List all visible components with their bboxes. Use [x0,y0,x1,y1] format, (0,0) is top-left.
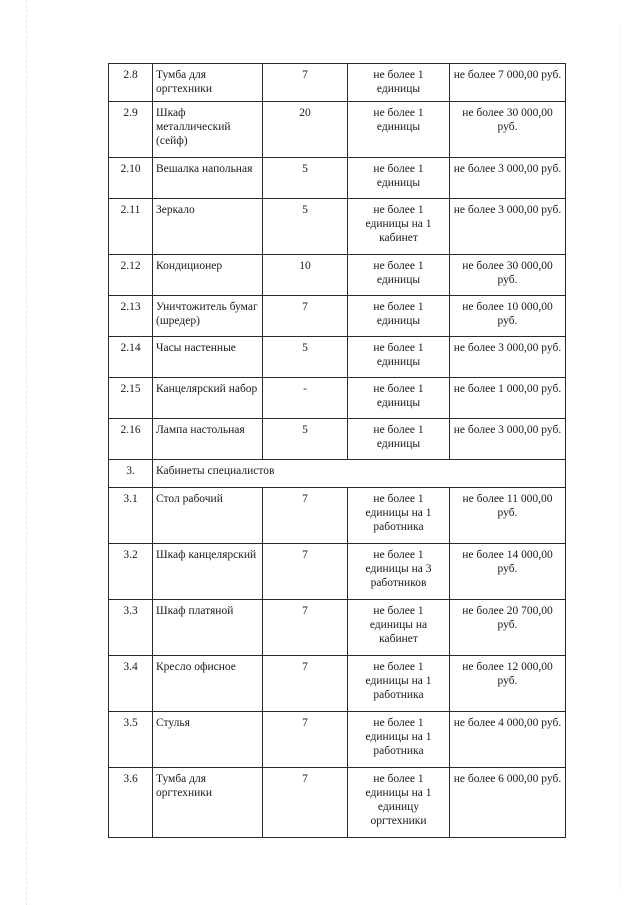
item-price: не более 6 000,00 руб. [450,768,566,838]
scan-artifact-right [620,30,621,890]
item-quantity: 5 [263,337,348,378]
item-quantity: 20 [263,102,348,158]
item-price: не более 1 000,00 руб. [450,378,566,419]
item-price: не более 30 000,00 руб. [450,255,566,296]
row-number: 2.13 [109,296,153,337]
table-row [109,337,566,378]
item-name: Шкаф металлический (сейф) [153,102,263,158]
item-norm: не более 1 единицы на 1 работника [348,712,450,768]
table-row [109,199,566,255]
item-price: не более 7 000,00 руб. [450,64,566,102]
item-price: не более 3 000,00 руб. [450,158,566,199]
item-price: не более 11 000,00 руб. [450,488,566,544]
item-quantity: 7 [263,296,348,337]
table-row [109,488,566,544]
item-norm: не более 1 единицы на 1 единицу оргтехники [348,768,450,838]
item-name: Уничтожитель бумаг (шредер) [153,296,263,337]
item-norm: не более 1 единицы [348,102,450,158]
row-number: 2.8 [109,64,153,102]
item-norm: не более 1 единицы [348,378,450,419]
item-name: Шкаф канцелярский [153,544,263,600]
section-title: Кабинеты специалистов [153,460,566,488]
row-number: 2.15 [109,378,153,419]
row-number: 3.6 [109,768,153,838]
table-row [109,544,566,600]
item-norm: не более 1 единицы [348,64,450,102]
table-row [109,419,566,460]
item-quantity: 7 [263,64,348,102]
item-quantity: 10 [263,255,348,296]
table-row [109,296,566,337]
item-quantity: 5 [263,158,348,199]
item-norm: не более 1 единицы на кабинет [348,600,450,656]
item-quantity: 7 [263,600,348,656]
table-row [109,102,566,158]
item-quantity: 7 [263,712,348,768]
item-norm: не более 1 единицы на 3 работников [348,544,450,600]
furniture-norms-table [108,63,566,838]
item-price: не более 3 000,00 руб. [450,419,566,460]
row-number: 2.11 [109,199,153,255]
item-price: не более 3 000,00 руб. [450,199,566,255]
row-number: 3.2 [109,544,153,600]
section-number: 3. [109,460,153,488]
row-number: 3.4 [109,656,153,712]
row-number: 3.5 [109,712,153,768]
table-row [109,255,566,296]
item-norm: не более 1 единицы [348,158,450,199]
item-quantity: 7 [263,544,348,600]
row-number: 3.1 [109,488,153,544]
item-price: не более 4 000,00 руб. [450,712,566,768]
table-row [109,768,566,838]
item-quantity: 5 [263,199,348,255]
row-number: 3.3 [109,600,153,656]
item-name: Кресло офисное [153,656,263,712]
item-quantity: 7 [263,656,348,712]
scan-artifact-left [26,0,27,905]
item-name: Кондиционер [153,255,263,296]
table-row [109,64,566,102]
item-name: Зеркало [153,199,263,255]
item-name: Шкаф платяной [153,600,263,656]
item-name: Канцелярский набор [153,378,263,419]
item-quantity: 5 [263,419,348,460]
table-row [109,656,566,712]
item-norm: не более 1 единицы [348,296,450,337]
item-name: Стол рабочий [153,488,263,544]
item-name: Вешалка напольная [153,158,263,199]
item-name: Стулья [153,712,263,768]
item-norm: не более 1 единицы [348,337,450,378]
row-number: 2.16 [109,419,153,460]
item-price: не более 30 000,00 руб. [450,102,566,158]
item-price: не более 14 000,00 руб. [450,544,566,600]
item-name: Лампа настольная [153,419,263,460]
item-name: Тумба для оргтехники [153,768,263,838]
item-quantity: 7 [263,488,348,544]
item-name: Часы настенные [153,337,263,378]
item-price: не более 12 000,00 руб. [450,656,566,712]
row-number: 2.10 [109,158,153,199]
row-number: 2.12 [109,255,153,296]
item-norm: не более 1 единицы на 1 работника [348,656,450,712]
table-row [109,600,566,656]
item-norm: не более 1 единицы [348,255,450,296]
table-row [109,712,566,768]
item-quantity: - [263,378,348,419]
item-name: Тумба для оргтехники [153,64,263,102]
table-row [109,158,566,199]
item-price: не более 20 700,00 руб. [450,600,566,656]
row-number: 2.14 [109,337,153,378]
item-quantity: 7 [263,768,348,838]
item-norm: не более 1 единицы на 1 кабинет [348,199,450,255]
item-norm: не более 1 единицы на 1 работника [348,488,450,544]
row-number: 2.9 [109,102,153,158]
table-row [109,378,566,419]
section-header-row [109,460,566,488]
item-price: не более 10 000,00 руб. [450,296,566,337]
item-norm: не более 1 единицы [348,419,450,460]
item-price: не более 3 000,00 руб. [450,337,566,378]
